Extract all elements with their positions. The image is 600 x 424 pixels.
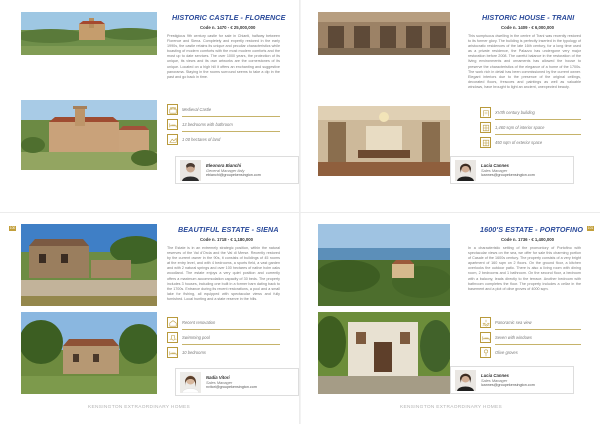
area-icon <box>480 137 491 148</box>
property-description: Prestigious 9th century castle for sale in Chianti, halfway between Florence and Siena. Completely and expertly restored in the early 1990s, the castle retains its unique and peculiar characteristics while boasting of modern comforts with the most modern comforts and the most up to date services. The over 1000 years, the protection of its unique, its views and its own artworks are the cornerstones of its unique. Located on a high hill it offers an enchanting and suggestive panorama. Staying in the rooms surround seems to take a dip in the past and go back in time. <box>167 34 280 79</box>
divider <box>495 329 581 330</box>
agent-avatar <box>455 160 476 181</box>
divider <box>182 116 280 117</box>
feature-label: Seven with windows <box>495 335 532 340</box>
agent-name: Lucia Cannes <box>481 163 509 168</box>
feature-label: 1,460 sqm of interior space <box>495 125 545 130</box>
divider <box>495 119 581 120</box>
feature-item <box>167 347 206 358</box>
feature-label: 13 bedrooms with bathroom <box>182 122 233 127</box>
agent-contact-card <box>450 366 574 394</box>
property-title: BEAUTIFUL ESTATE - SIENA <box>178 225 279 234</box>
agent-name: Eleonora Bianchi <box>206 163 242 168</box>
property-photo-stone-house <box>21 224 157 306</box>
castle-icon <box>167 317 178 328</box>
tree-icon <box>480 347 491 358</box>
agent-contact-card <box>175 368 299 396</box>
pool-icon <box>167 332 178 343</box>
divider <box>495 134 581 135</box>
agent-email-link[interactable]: lcannes@groupekensington.com <box>481 173 535 177</box>
feature-label: 450 sqm of exterior space <box>495 140 543 145</box>
feature-label: XVIth century building <box>495 110 535 115</box>
agent-role: Sales Manager <box>481 378 508 383</box>
feature-item <box>480 122 544 133</box>
agent-contact-card <box>175 156 299 184</box>
agent-name: Nadia Vitori <box>206 375 230 380</box>
property-photo-castle-courtyard <box>21 100 157 170</box>
feature-label: Olive groves <box>495 350 518 355</box>
property-photo-castle-aerial <box>21 12 157 55</box>
agent-name: Lucia Cannes <box>481 373 509 378</box>
land-icon <box>167 134 178 145</box>
agent-role: Sales Manager <box>481 168 508 173</box>
feature-item <box>167 317 215 328</box>
property-photo-facade <box>318 12 450 55</box>
sea-icon <box>480 317 491 328</box>
property-photo-farmhouse <box>21 312 157 394</box>
divider <box>495 344 581 345</box>
agent-email-link[interactable]: ebianchi@groupekensington.com <box>206 173 261 177</box>
bed-icon <box>167 347 178 358</box>
property-title: HISTORIC CASTLE - FLORENCE <box>172 13 286 22</box>
agent-role: Sales Manager <box>206 380 233 385</box>
feature-label: Medieval Castle <box>182 107 212 112</box>
divider <box>182 329 280 330</box>
agent-contact-card <box>450 156 574 184</box>
feature-item <box>480 332 532 343</box>
feature-label: Panoramic sea view <box>495 320 532 325</box>
agent-avatar <box>180 160 201 181</box>
feature-item <box>167 119 233 130</box>
agent-avatar <box>180 372 201 393</box>
agent-avatar <box>455 370 476 391</box>
feature-label: Swimming pool <box>182 335 210 340</box>
property-card-portofino <box>300 212 600 424</box>
property-photo-sea-view <box>318 224 450 306</box>
divider <box>182 131 280 132</box>
property-code: Code n. 1409 - € 6,000,000 <box>501 25 555 30</box>
property-code: Code n. 1718 - € 1,180,000 <box>200 237 254 242</box>
property-code: Code n. 1736 - € 1,400,000 <box>501 237 555 242</box>
feature-label: Recent renovation <box>182 320 216 325</box>
building-icon <box>480 107 491 118</box>
agent-role: General Manager Italy <box>206 168 245 173</box>
property-title: 1600'S ESTATE - PORTOFINO <box>480 225 584 234</box>
page-number-marker: 100 <box>9 226 16 230</box>
property-card-florence <box>0 0 300 212</box>
feature-item <box>167 104 211 115</box>
property-photo-stone-courtyard <box>318 312 450 394</box>
feature-item <box>480 137 542 148</box>
property-description: The Estate is in an extremely strategic position, within the natural reserves of the Val d'Orcia and the Val di Merse. Recently restored by the current owner in the 90s, it consists of buildings of 45 rooms at the entry level, and with 4 bedrooms, a sports field, a vast garden and with 2 natural springs and over 100 hectares of native holm oaks woodland. The estate enjoys a very quiet position and currently offers a maximum accommodation capacity of 30 beds. The property includes 3 houses, including one built in a former barn dating back to the 1700s. Entrance during its recent restorations, a pool and a small lake for fishing, all equipped with spectacular views and fully furnished. Local hunting and a state reserve in the hills. <box>167 246 280 301</box>
feature-label: 1 00 hectares of land <box>182 137 221 142</box>
bed-icon <box>480 332 491 343</box>
area-icon <box>480 122 491 133</box>
feature-label: 10 bedrooms <box>182 350 206 355</box>
feature-item <box>480 107 535 118</box>
brochure-footer: KENSINGTON EXTRAORDINARY HOMES <box>400 405 503 410</box>
brochure-footer: KENSINGTON EXTRAORDINARY HOMES <box>88 405 191 410</box>
property-code: Code n. 1470 - € 25,000,000 <box>200 25 256 30</box>
feature-item <box>167 332 210 343</box>
property-description: In a characteristic setting of the promontory of Portofino with spectacular views on the sea, we offer for sale this charming portion of Casale of the 1600s century. The property consists of a very bright apartment of 160 sqm on 2 floors. On the ground floor, a kitchen overlooks the outdoor patio. There is also a living room with dining room, 2 bedrooms and 1 bathroom. On the second floor, a bedroom with a balcony, leads directly to the terrace. Another bedroom with bathroom completes the floor. The property includes a cellar in the basement and a plot of olive groves of 4000 sqm. <box>468 246 581 291</box>
feature-item <box>167 134 220 145</box>
feature-item <box>480 317 532 328</box>
agent-email-link[interactable]: nvitori@groupekensington.com <box>206 385 257 389</box>
bed-icon <box>167 119 178 130</box>
divider <box>182 344 280 345</box>
castle-icon <box>167 104 178 115</box>
property-card-trani <box>300 0 600 212</box>
property-description: This sumptuous dwelling in the centre of Trani was recently restored to its former glory. The building is perfectly inserted in the typology of aristocratic residences of the late 16th century, for a long time used as a private residence, the Palazzo has undergone very major restoration before 2008. The careful balance in the restoration of the living environments and ornaments has allowed the house to preserve the characteristics of the elegance of a home of the 1700s. The work rich in detail has been commissioned by the current owner. Elegant interiors due to the presence of the original ceilings, decorated floors, frescoes and paintings as well as valuable windows, have brought to light an ancient, unexpected beauty. <box>468 34 581 89</box>
property-photo-interior <box>318 106 450 176</box>
agent-email-link[interactable]: lcannes@groupekensington.com <box>481 383 535 387</box>
page-number-marker: 101 <box>587 226 594 230</box>
property-title: HISTORIC HOUSE - TRANI <box>482 13 575 22</box>
feature-item <box>480 347 518 358</box>
property-card-siena <box>0 212 300 424</box>
